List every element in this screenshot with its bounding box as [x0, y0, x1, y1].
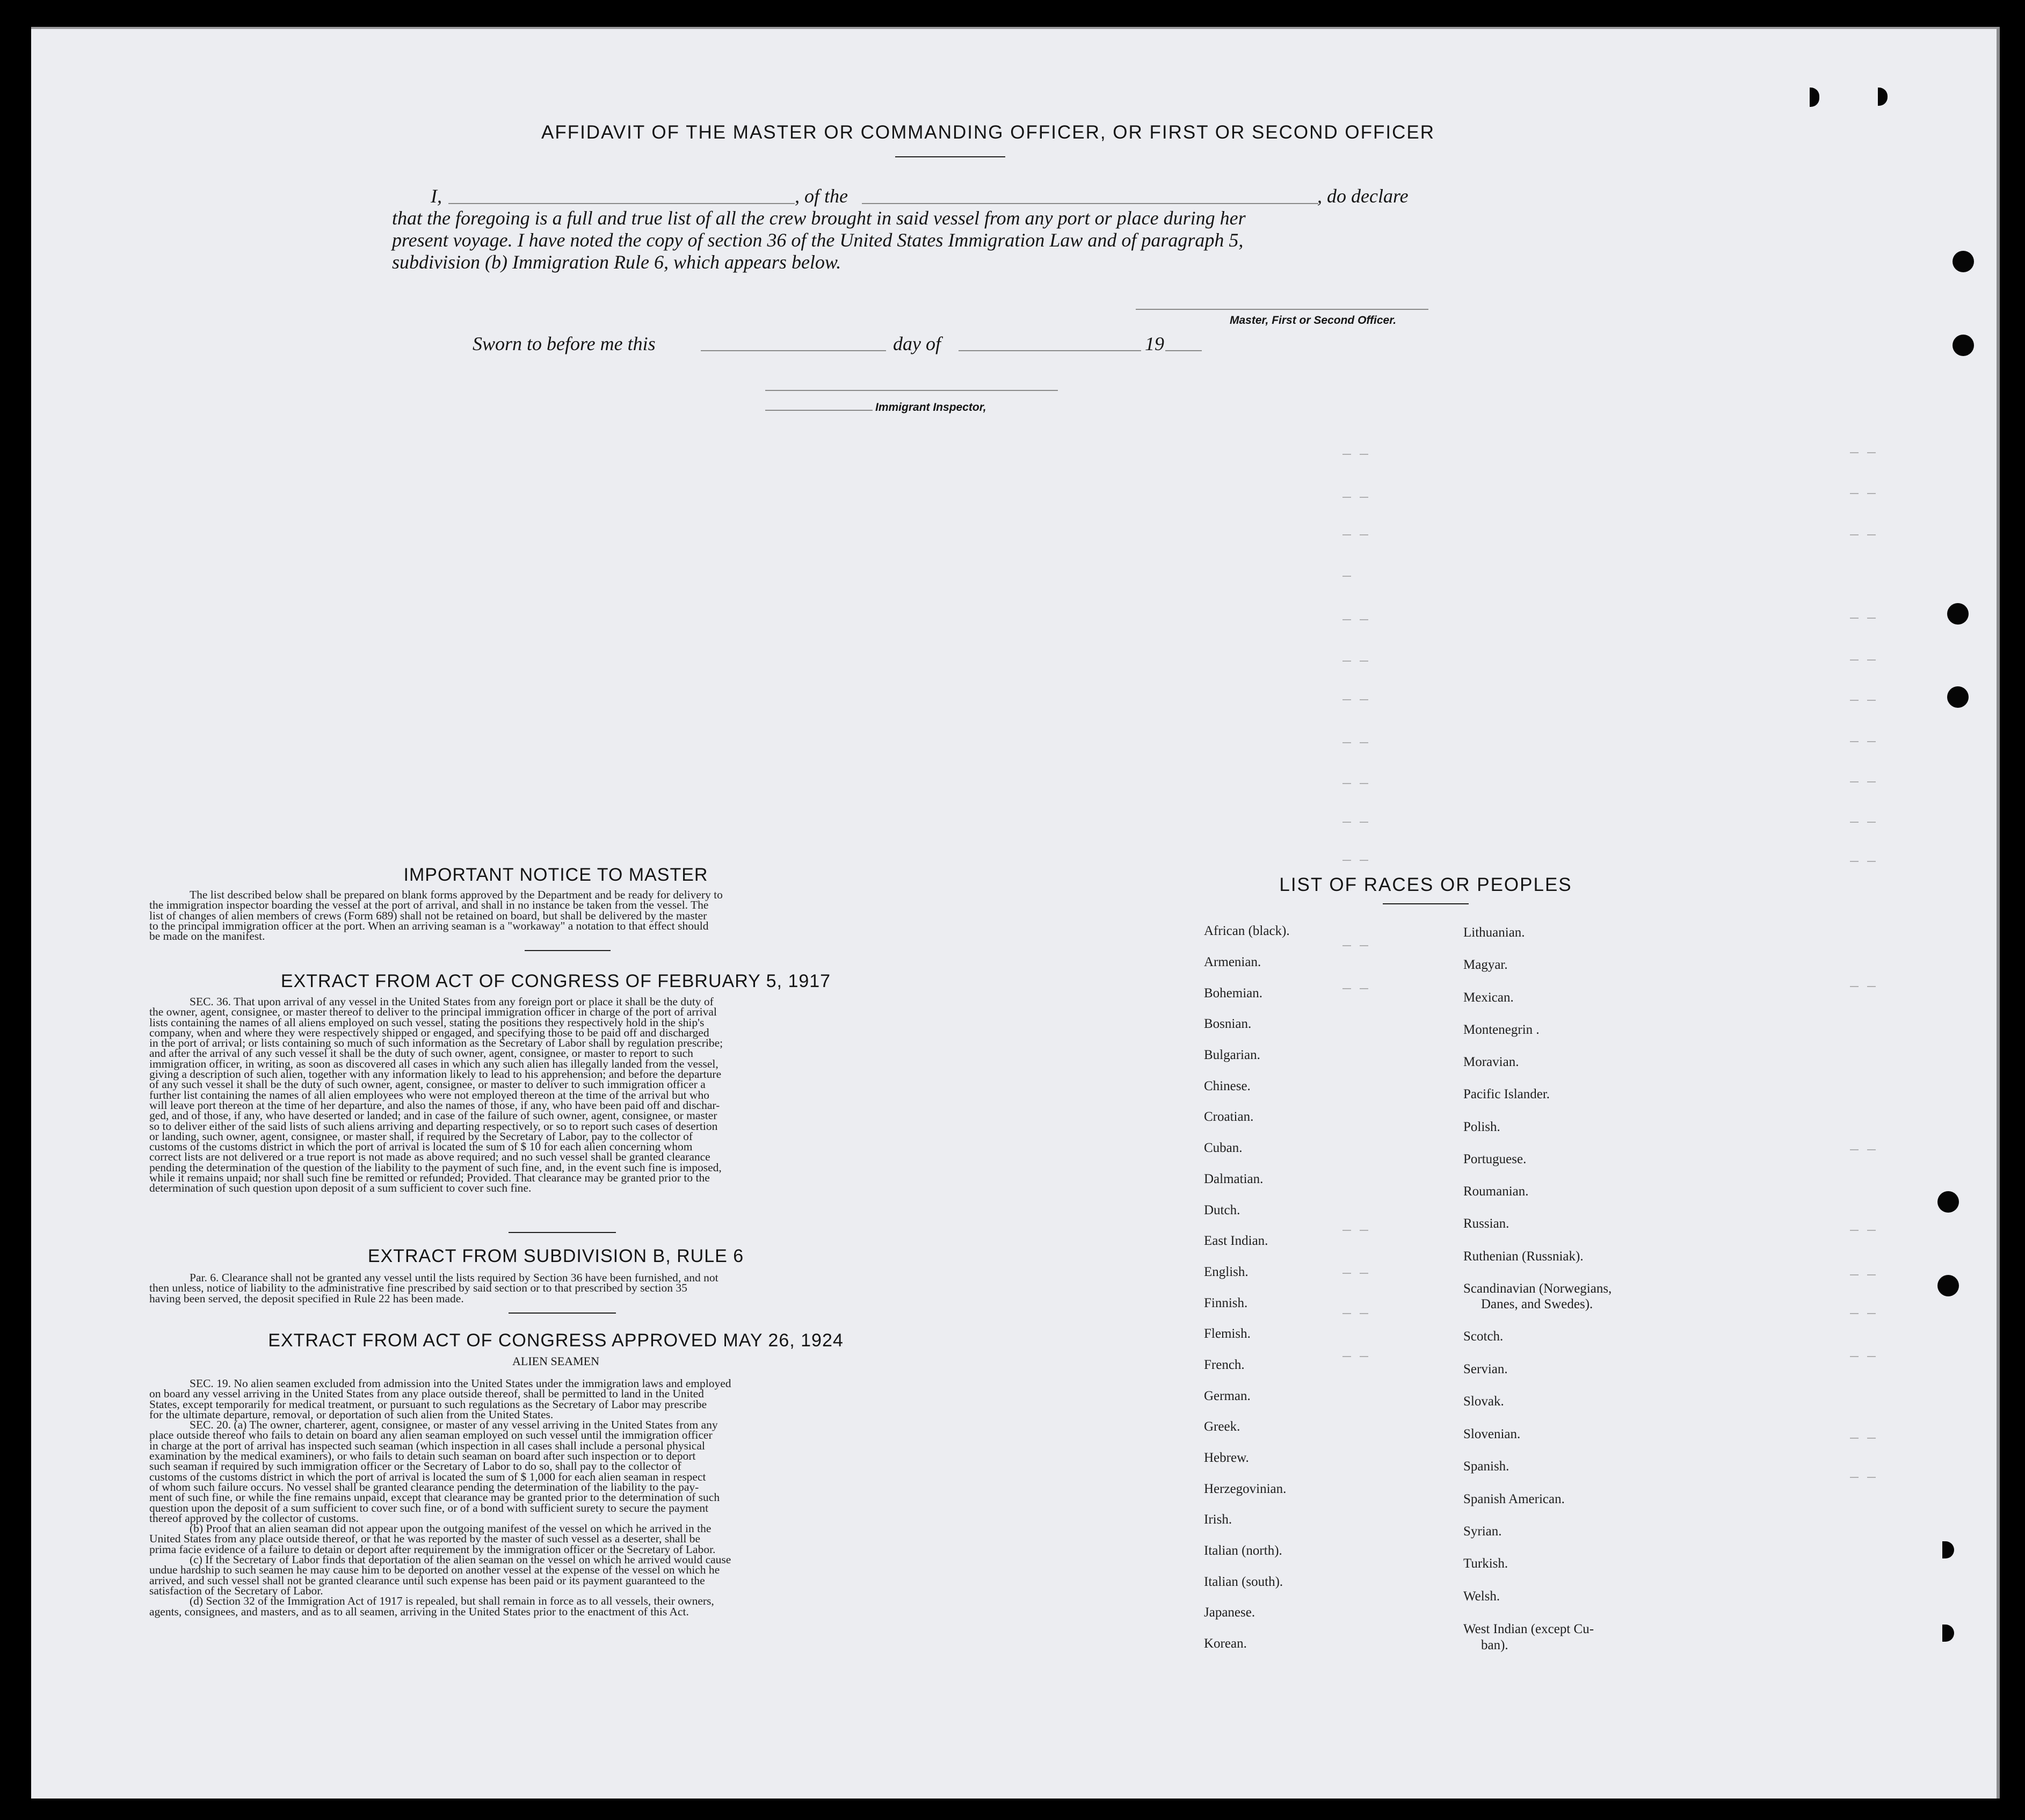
notice-line: the immigration inspector boarding the vessel at the port of arrival, and shall in no instance be taken from the vessel. The [149, 898, 709, 912]
race-item: German. [1204, 1389, 1251, 1403]
race-item: Magyar. [1463, 958, 1508, 972]
race-item: West Indian (except Cu- [1463, 1622, 1594, 1636]
text-line: and after the arrival of any such vessel it shall be the duty of such owner, agent, consignee, or master to report to such [149, 1047, 693, 1060]
rule6-title: EXTRACT FROM SUBDIVISION B, RULE 6 [367, 1246, 744, 1266]
race-item: Spanish. [1463, 1459, 1509, 1474]
dash-mark [1342, 945, 1368, 946]
race-item: Lithuanian. [1463, 925, 1525, 940]
text-line: such seaman if required by such immigration officer or the Secretary of Labor to do so, shall pay to the collector of [149, 1460, 681, 1473]
dash-mark [1850, 659, 1876, 661]
text-line: (c) If the Secretary of Labor finds that deportation of the alien seaman on the vessel on which he arrived would cause [190, 1553, 731, 1567]
race-item: Armenian. [1204, 955, 1261, 969]
punch-hole [1947, 686, 1969, 708]
text-line: customs of the customs district in which the port of arrival is located the sum of $ 1,000 for each alien seaman in respect [149, 1470, 706, 1483]
race-item: Welsh. [1463, 1589, 1500, 1604]
text-line: question upon the deposit of a sum sufficient to cover such fine, or of a bond with sufficient surety to secure the payment [149, 1501, 709, 1514]
title-underline [895, 156, 1005, 157]
dash-mark [1850, 493, 1876, 494]
rule6-text [149, 1273, 947, 1304]
text-line: arrived, and such vessel shall not be granted clearance until such expense has been paid or its payment guaranteed to the [149, 1574, 705, 1587]
dash-mark [1850, 781, 1876, 782]
dash-mark [1850, 1477, 1876, 1478]
dash-mark [1850, 700, 1876, 701]
inspector-signature-line-lower[interactable] [765, 410, 873, 411]
dash-mark [1850, 741, 1876, 742]
text-line: SEC. 20. (a) The owner, charterer, agent, consignee, or master of any vessel arriving in the United States from any [190, 1418, 718, 1432]
race-item: Japanese. [1204, 1605, 1255, 1620]
inspector-signature-line[interactable] [765, 390, 1058, 391]
race-item: Polish. [1463, 1120, 1500, 1134]
text-line: in the port of arrival; or lists containing so much of such information as the Secretary of Labor shall by regulation prescribe; [149, 1036, 723, 1050]
race-item: Bohemian. [1204, 986, 1263, 1000]
text-line: having been served, the deposit specified in Rule 22 has been made. [149, 1292, 464, 1305]
races-title: LIST OF RACES OR PEOPLES [1279, 874, 1572, 895]
of-the-label: , of the [795, 185, 848, 207]
race-item: French. [1204, 1358, 1245, 1372]
race-item: Mexican. [1463, 990, 1514, 1005]
text-line: company, when and where they were respectively shipped or engaged, and specifying those to be paid off and discharged [149, 1026, 709, 1039]
section-divider [509, 1313, 616, 1314]
text-line: place outside thereof who fails to detain on board any alien seaman employed on such vessel until the immigration officer [149, 1429, 713, 1442]
dash-mark [1850, 1274, 1876, 1275]
text-line: (d) Section 32 of the Immigration Act of 1917 is repealed, but shall remain in force as to all vessels, their owners, [190, 1594, 714, 1608]
notice-line: The list described below shall be prepared on blank forms approved by the Department and be ready for delivery to [190, 888, 723, 901]
dash-mark [1342, 497, 1368, 498]
race-item: Slovenian. [1463, 1427, 1521, 1441]
race-item: Bosnian. [1204, 1017, 1252, 1031]
sworn-year-blank[interactable] [1165, 350, 1202, 351]
race-item: Greek. [1204, 1419, 1240, 1434]
text-line: while it remains unpaid; nor shall such fine be remitted or refunded; Provided. That clearance may be granted prior to the [149, 1171, 710, 1185]
text-line: further list containing the names of all alien employees who were not employed thereon at the time of the arrival but who [149, 1088, 710, 1101]
text-line: (b) Proof that an alien seaman did not appear upon the outgoing manifest of the vessel on which he arrived in the [190, 1522, 712, 1535]
vessel-name-blank[interactable] [862, 203, 1318, 204]
punch-hole [1953, 251, 1974, 272]
race-item: Portuguese. [1463, 1152, 1527, 1166]
text-line: undue hardship to such seamen he may cause him to be deported on another vessel at the expense of the vessel on which he [149, 1563, 720, 1577]
race-item: Roumanian. [1463, 1184, 1529, 1199]
dash-mark [1342, 1356, 1368, 1357]
notice-text [149, 890, 947, 941]
dash-mark [1850, 534, 1876, 535]
sworn-day-blank[interactable] [701, 350, 886, 351]
text-line: agents, consignees, and masters, and as to all seamen, arriving in the United States prior to the enactment of this Act. [149, 1605, 689, 1618]
section-divider [525, 950, 611, 951]
notice-title: IMPORTANT NOTICE TO MASTER [403, 865, 708, 885]
text-line: or landing, such owner, agent, consignee, or master shall, if required by the Secretary of Labor, pay to the collector of [149, 1129, 693, 1143]
dash-mark [1342, 822, 1368, 823]
extract-1917-text [149, 997, 947, 1194]
sworn-month-blank[interactable] [959, 350, 1141, 351]
race-item: Irish. [1204, 1512, 1232, 1527]
race-item: Hebrew. [1204, 1451, 1249, 1465]
text-line: of whom such failure occurs. No vessel shall be granted clearance pending the determination of the liability to the pay- [149, 1480, 699, 1493]
races-title-underline [1383, 903, 1469, 904]
race-item: Scotch. [1463, 1329, 1504, 1344]
dash-mark [1342, 1230, 1368, 1231]
race-item: Montenegrin . [1463, 1023, 1540, 1037]
notice-line: be made on the manifest. [149, 930, 265, 943]
extract-1924-text [149, 1379, 947, 1617]
extract-1917-title: EXTRACT FROM ACT OF CONGRESS OF FEBRUARY 5, 1917 [280, 971, 831, 991]
race-item: Flemish. [1204, 1326, 1251, 1341]
text-line: immigration officer, in writing, as soon as discovered all cases in which any such alien has illegally landed from the vessel, [149, 1057, 718, 1070]
dash-mark [1342, 576, 1351, 577]
text-line: thereof approved by the collector of customs. [149, 1511, 359, 1525]
race-item: English. [1204, 1265, 1249, 1279]
race-item: Chinese. [1204, 1079, 1251, 1093]
text-line: the owner, agent, consignee, or master thereof to deliver to the principal immigration officer in charge of the port of arrival [149, 1005, 717, 1019]
race-item: Italian (north). [1204, 1543, 1282, 1558]
year-label: 19 [1145, 333, 1164, 354]
race-item: ban). [1481, 1638, 1508, 1652]
race-item: Bulgarian. [1204, 1048, 1260, 1062]
punch-hole [1953, 335, 1974, 356]
do-declare-label: , do declare [1317, 185, 1409, 207]
affidavit-title: AFFIDAVIT OF THE MASTER OR COMMANDING OFFICER, OR FIRST OR SECOND OFFICER [541, 122, 1435, 143]
text-line: Par. 6. Clearance shall not be granted any vessel until the lists required by Section 36 have been furnished, and not [190, 1271, 718, 1284]
extract-1924-title: EXTRACT FROM ACT OF CONGRESS APPROVED MAY 26, 1924 [268, 1330, 844, 1351]
text-line: SEC. 19. No alien seamen excluded from admission into the United States under the immigration laws and employed [190, 1377, 731, 1390]
declarant-name-blank[interactable] [448, 203, 795, 204]
notice-line: list of changes of alien members of crews (Form 689) shall not be retained on board, but shall be delivered by the master [149, 909, 707, 922]
dash-mark [1850, 1313, 1876, 1314]
dash-mark [1342, 661, 1368, 662]
extract-1924-subtitle: ALIEN SEAMEN [512, 1354, 599, 1368]
race-item: Finnish. [1204, 1296, 1248, 1310]
notice-line: to the principal immigration officer at the port. When an arriving seaman is a "workaway" a notation to that effect should [149, 919, 709, 932]
text-line: lists containing the names of all aliens employed on such vessel, stating the positions they respectively hold in the ship's [149, 1016, 705, 1029]
dash-mark [1850, 618, 1876, 619]
race-item: East Indian. [1204, 1234, 1268, 1248]
race-item: Italian (south). [1204, 1575, 1283, 1589]
text-line: correct lists are not delivered or a true report is not made as above required; and no such vessel shall be granted clearance [149, 1150, 710, 1164]
dash-mark [1850, 1149, 1876, 1150]
text-line: satisfaction of the Secretary of Labor. [149, 1584, 323, 1597]
race-item: Ruthenian (Russniak). [1463, 1249, 1584, 1264]
declaration-line-3: present voyage. I have noted the copy of section 36 of the United States Immigration Law and of paragraph 5, [392, 229, 1244, 251]
dash-mark [1342, 1313, 1368, 1314]
dash-mark [1342, 742, 1368, 743]
dash-mark [1342, 454, 1368, 455]
dash-mark [1850, 1230, 1876, 1231]
race-item: Moravian. [1463, 1055, 1519, 1069]
text-line: prima facie evidence of a failure to detain or deport after requirement by the immigration officer or the Secretary of Labor. [149, 1542, 716, 1556]
declaration-line-2: that the foregoing is a full and true list of all the crew brought in said vessel from any port or place during her [392, 207, 1246, 229]
race-item: Herzegovinian. [1204, 1482, 1287, 1496]
text-line: customs of the customs district in which the port of arrival is located the sum of $ 10 for each alien concerning whom [149, 1140, 693, 1154]
dash-mark [1342, 783, 1368, 784]
section-divider [509, 1232, 616, 1233]
text-line: of any such vessel it shall be the duty of such owner, agent, consignee, or master to deliver to such immigration officer a [149, 1078, 706, 1091]
dash-mark [1342, 534, 1368, 535]
master-signature-label: Master, First or Second Officer. [1230, 314, 1397, 327]
race-item: Cuban. [1204, 1141, 1243, 1155]
text-line: ged, and of those, if any, who have deserted or landed; and in case of the failure of such owner, agent, consignee, or master [149, 1109, 717, 1122]
text-line: ment of such fine, or while the fine remains unpaid, except that clearance may be granted prior to the determination of such [149, 1491, 720, 1504]
text-line: pending the determination of the question of the liability to the payment of such fine, and, in the event such fine is imposed, [149, 1161, 722, 1174]
dash-mark [1342, 619, 1368, 620]
dash-mark [1850, 822, 1876, 823]
declarant-label: I, [431, 185, 442, 207]
text-line: then unless, notice of liability to the administrative fine prescribed by said section or to that prescribed by section 35 [149, 1281, 687, 1295]
race-item: Danes, and Swedes). [1481, 1297, 1593, 1311]
text-line: in charge at the port of arrival has inspected such seaman (which inspection in all cases shall include a personal physical [149, 1439, 705, 1452]
text-line: on board any vessel arriving in the United States from any place outside thereof, shall be permitted to land in the United [149, 1387, 704, 1401]
declaration-line-4: subdivision (b) Immigration Rule 6, which appears below. [392, 251, 841, 273]
race-item: Syrian. [1463, 1524, 1502, 1539]
text-line: so to deliver either of the said lists of such aliens arriving and departing respectively, or so to report such cases of desertion [149, 1119, 718, 1133]
text-line: will leave port thereon at the time of her departure, and also the names of those, if any, who have been paid off and dischar- [149, 1098, 720, 1112]
text-line: for the ultimate departure, removal, or deportation of such alien from the United States. [149, 1408, 554, 1421]
race-item: Pacific Islander. [1463, 1087, 1550, 1101]
dash-mark [1342, 988, 1368, 989]
dash-mark [1342, 1273, 1368, 1274]
text-line: SEC. 36. That upon arrival of any vessel in the United States from any foreign port or place it shall be the duty of [190, 995, 714, 1008]
punch-hole [1947, 603, 1969, 625]
race-item: Slovak. [1463, 1394, 1504, 1409]
race-item: Dalmatian. [1204, 1172, 1264, 1186]
race-item: Russian. [1463, 1216, 1509, 1231]
sworn-label: Sworn to before me this [473, 333, 656, 354]
master-signature-line[interactable] [1136, 309, 1428, 310]
dash-mark [1850, 861, 1876, 862]
dash-mark [1850, 1438, 1876, 1439]
punch-hole [1937, 1191, 1959, 1213]
text-line: examination by the medical examiners), or who fails to detain such seaman on board after such inspection or to deport [149, 1449, 696, 1463]
race-item: Korean. [1204, 1636, 1247, 1651]
punch-hole [1937, 1275, 1959, 1296]
race-item: Spanish American. [1463, 1492, 1565, 1506]
race-item: Croatian. [1204, 1110, 1254, 1124]
day-of-label: day of [893, 333, 941, 354]
text-line: giving a description of such alien, together with any information likely to lead to his apprehension; and before the departure [149, 1068, 722, 1081]
race-item: African (black). [1204, 924, 1290, 938]
text-line: States, except temporarily for medical treatment, or pursuant to such regulations as the Secretary of Labor may prescribe [149, 1397, 707, 1411]
dash-mark [1342, 860, 1368, 861]
text-line: United States from any place outside thereof, or that he was reported by the master of such vessel as a deserter, shall be [149, 1532, 701, 1546]
dash-mark [1850, 986, 1876, 987]
race-item: Servian. [1463, 1362, 1508, 1376]
dash-mark [1850, 452, 1876, 453]
dash-mark [1342, 699, 1368, 700]
inspector-label: Immigrant Inspector, [875, 401, 986, 414]
race-item: Turkish. [1463, 1556, 1508, 1571]
dash-mark [1850, 1356, 1876, 1357]
race-item: Dutch. [1204, 1203, 1240, 1217]
race-item: Scandinavian (Norwegians, [1463, 1281, 1612, 1296]
text-line: determination of such question upon deposit of a sum sufficient to cover such fine. [149, 1181, 532, 1195]
